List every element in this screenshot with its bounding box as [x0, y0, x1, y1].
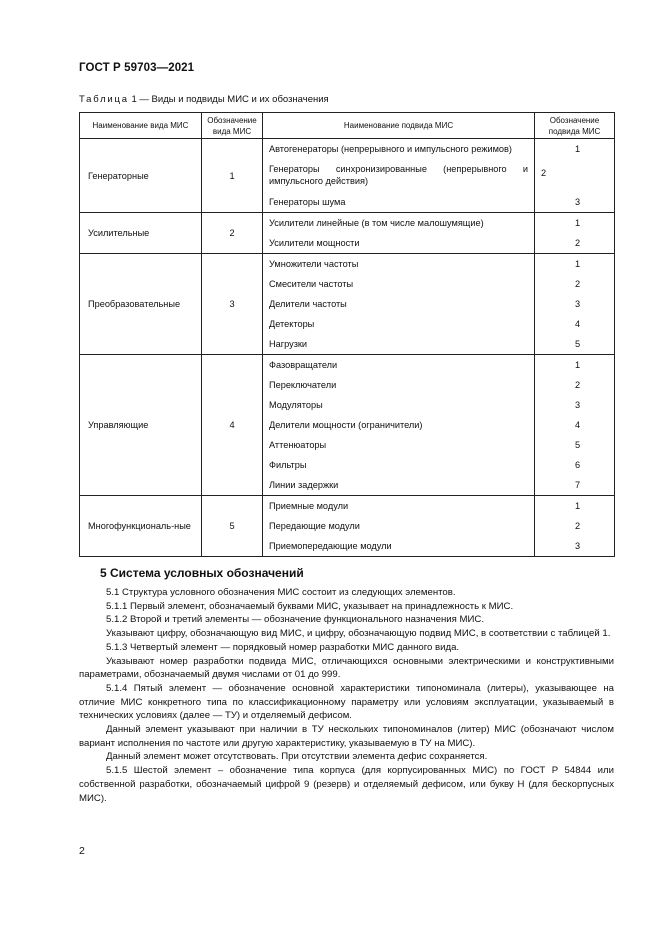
table-caption-text: 1 — Виды и подвиды МИС и их обозначения — [128, 94, 329, 105]
subtype-name: Приемные модули — [269, 501, 349, 511]
header-type-name: Наименование вида МИС — [80, 113, 202, 139]
subtype-code: 1 — [574, 144, 581, 154]
table-caption — [79, 94, 329, 105]
subtype-name: Приемопередающие модули — [269, 541, 392, 551]
header-subtype-name: Наименование подвида МИС — [263, 113, 535, 139]
subtype-name: Делители частоты — [269, 299, 347, 309]
table-header-row — [80, 113, 615, 139]
subtype-name: Генераторы синхронизированные (непрерывного и импульсного действия) — [269, 164, 528, 186]
subtype-code: 1 — [574, 501, 581, 511]
table-row — [80, 496, 615, 557]
subtype-code: 5 — [574, 339, 581, 349]
type-code: 3 — [202, 254, 263, 355]
subtype-name: Модуляторы — [269, 400, 323, 410]
paragraph: Данный элемент указывают при наличии в ТУ нескольких типономиналов (литер) МИС (обозначают числом вариант исполнения по частоте или другую характеристику, указываемую в ТУ на МИС). — [79, 724, 614, 749]
subtype-names — [263, 254, 535, 355]
subtype-name: Смесители частоты — [269, 279, 354, 289]
type-code: 4 — [202, 355, 263, 496]
subtype-codes — [535, 213, 615, 254]
subtype-code: 2 — [574, 521, 581, 531]
subtype-name: Аттенюаторы — [269, 440, 327, 450]
subtype-name: Детекторы — [269, 319, 315, 329]
subtype-names — [263, 213, 535, 254]
subtype-code: 2 — [541, 168, 547, 178]
table-row — [80, 139, 615, 213]
table-row — [80, 355, 615, 496]
subtype-code: 1 — [574, 259, 581, 269]
subtype-name: Переключатели — [269, 380, 337, 390]
subtype-codes — [535, 139, 615, 213]
subtype-names — [263, 355, 535, 496]
subtype-name: Умножители частоты — [269, 259, 359, 269]
paragraph: Указывают цифру, обозначающую вид МИС, и цифру, обозначающую подвид МИС, в соответствии с таблицей 1. — [106, 628, 611, 640]
paragraph: 5.1.5 Шестой элемент – обозначение типа корпуса (для корпусированных МИС) по ГОСТ Р 54844 или собственной разработки, обозначаемый цифрой 9 (резерв) и отделяемый дефисом, или букву Н (для бескорпусных МИС). — [79, 765, 614, 804]
subtype-code: 3 — [574, 541, 581, 551]
table-caption-lead: Таблица — [79, 94, 129, 105]
paragraph: 5.1.3 Четвертый элемент — порядковый номер разработки МИС данного вида. — [106, 641, 460, 653]
subtype-code: 1 — [574, 360, 581, 370]
subtype-codes — [535, 355, 615, 496]
subtype-name: Усилители мощности — [269, 238, 360, 248]
section-body — [79, 586, 614, 805]
subtype-name: Фазовращатели — [269, 360, 338, 370]
section-title: 5 Система условных обозначений — [100, 566, 304, 580]
subtype-code: 6 — [574, 460, 581, 470]
type-name: Преобразовательные — [80, 254, 202, 355]
subtype-code: 2 — [574, 380, 581, 390]
subtype-codes — [535, 496, 615, 557]
table-row — [80, 254, 615, 355]
paragraph: 5.1 Структура условного обозначения МИС состоит из следующих элементов. — [106, 587, 456, 598]
subtype-code: 2 — [574, 238, 581, 248]
subtype-name: Линии задержки — [269, 480, 339, 490]
subtype-code: 7 — [574, 480, 581, 490]
header-subtype-code: Обозначение подвида МИС — [535, 113, 615, 139]
subtype-name: Фильтры — [269, 460, 307, 470]
subtype-name: Усилители линейные (в том числе малошумящие) — [269, 218, 484, 228]
subtype-names — [263, 139, 535, 213]
subtype-code: 2 — [574, 279, 581, 289]
table-row — [80, 213, 615, 254]
subtype-names — [263, 496, 535, 557]
type-name: Генераторные — [80, 139, 202, 213]
subtype-name: Автогенераторы (непрерывного и импульсного режимов) — [269, 144, 512, 154]
subtype-name: Передающие модули — [269, 521, 360, 531]
subtype-code: 3 — [574, 197, 581, 207]
subtype-code: 4 — [574, 319, 581, 329]
paragraph: 5.1.4 Пятый элемент — обозначение основной характеристики типономинала (литеры), указывающее на отличие МИС конкретного типа по классификационному параметру или условиям эксплуатации, указываемый в технических условиях (далее — ТУ) и отделяемый дефисом. — [79, 682, 614, 722]
type-code: 5 — [202, 496, 263, 557]
type-code: 1 — [202, 139, 263, 213]
subtype-code: 5 — [574, 440, 581, 450]
paragraph: Указывают номер разработки подвида МИС, отличающихся основными электрическими и конструктивными параметрами, обозначаемый двумя числами от 01 до 999. — [79, 655, 614, 681]
paragraph: 5.1.1 Первый элемент, обозначаемый буквами МИС, указывает на принадлежность к МИС. — [106, 600, 514, 612]
paragraph: 5.1.2 Второй и третий элементы — обозначение функционального назначения МИС. — [106, 614, 484, 626]
subtype-code: 3 — [574, 299, 581, 309]
paragraph: Данный элемент может отсутствовать. При отсутствии элемента дефис сохраняется. — [106, 751, 488, 763]
type-code: 2 — [202, 213, 263, 254]
subtype-name: Нагрузки — [269, 339, 308, 349]
subtype-code: 3 — [574, 400, 581, 410]
subtype-name: Делители мощности (ограничители) — [269, 420, 423, 430]
type-name: Усилительные — [80, 213, 202, 254]
page-number: 2 — [79, 845, 85, 857]
subtype-code: 1 — [574, 218, 581, 228]
header-type-code: Обозначение вида МИС — [202, 113, 263, 139]
subtype-codes — [535, 254, 615, 355]
type-name: Многофункциональ-ные — [80, 496, 202, 557]
type-name: Управляющие — [80, 355, 202, 496]
subtype-name: Генераторы шума — [269, 197, 346, 207]
document-header: ГОСТ Р 59703—2021 — [79, 62, 195, 74]
types-table — [79, 112, 615, 557]
subtype-code: 4 — [574, 420, 581, 430]
